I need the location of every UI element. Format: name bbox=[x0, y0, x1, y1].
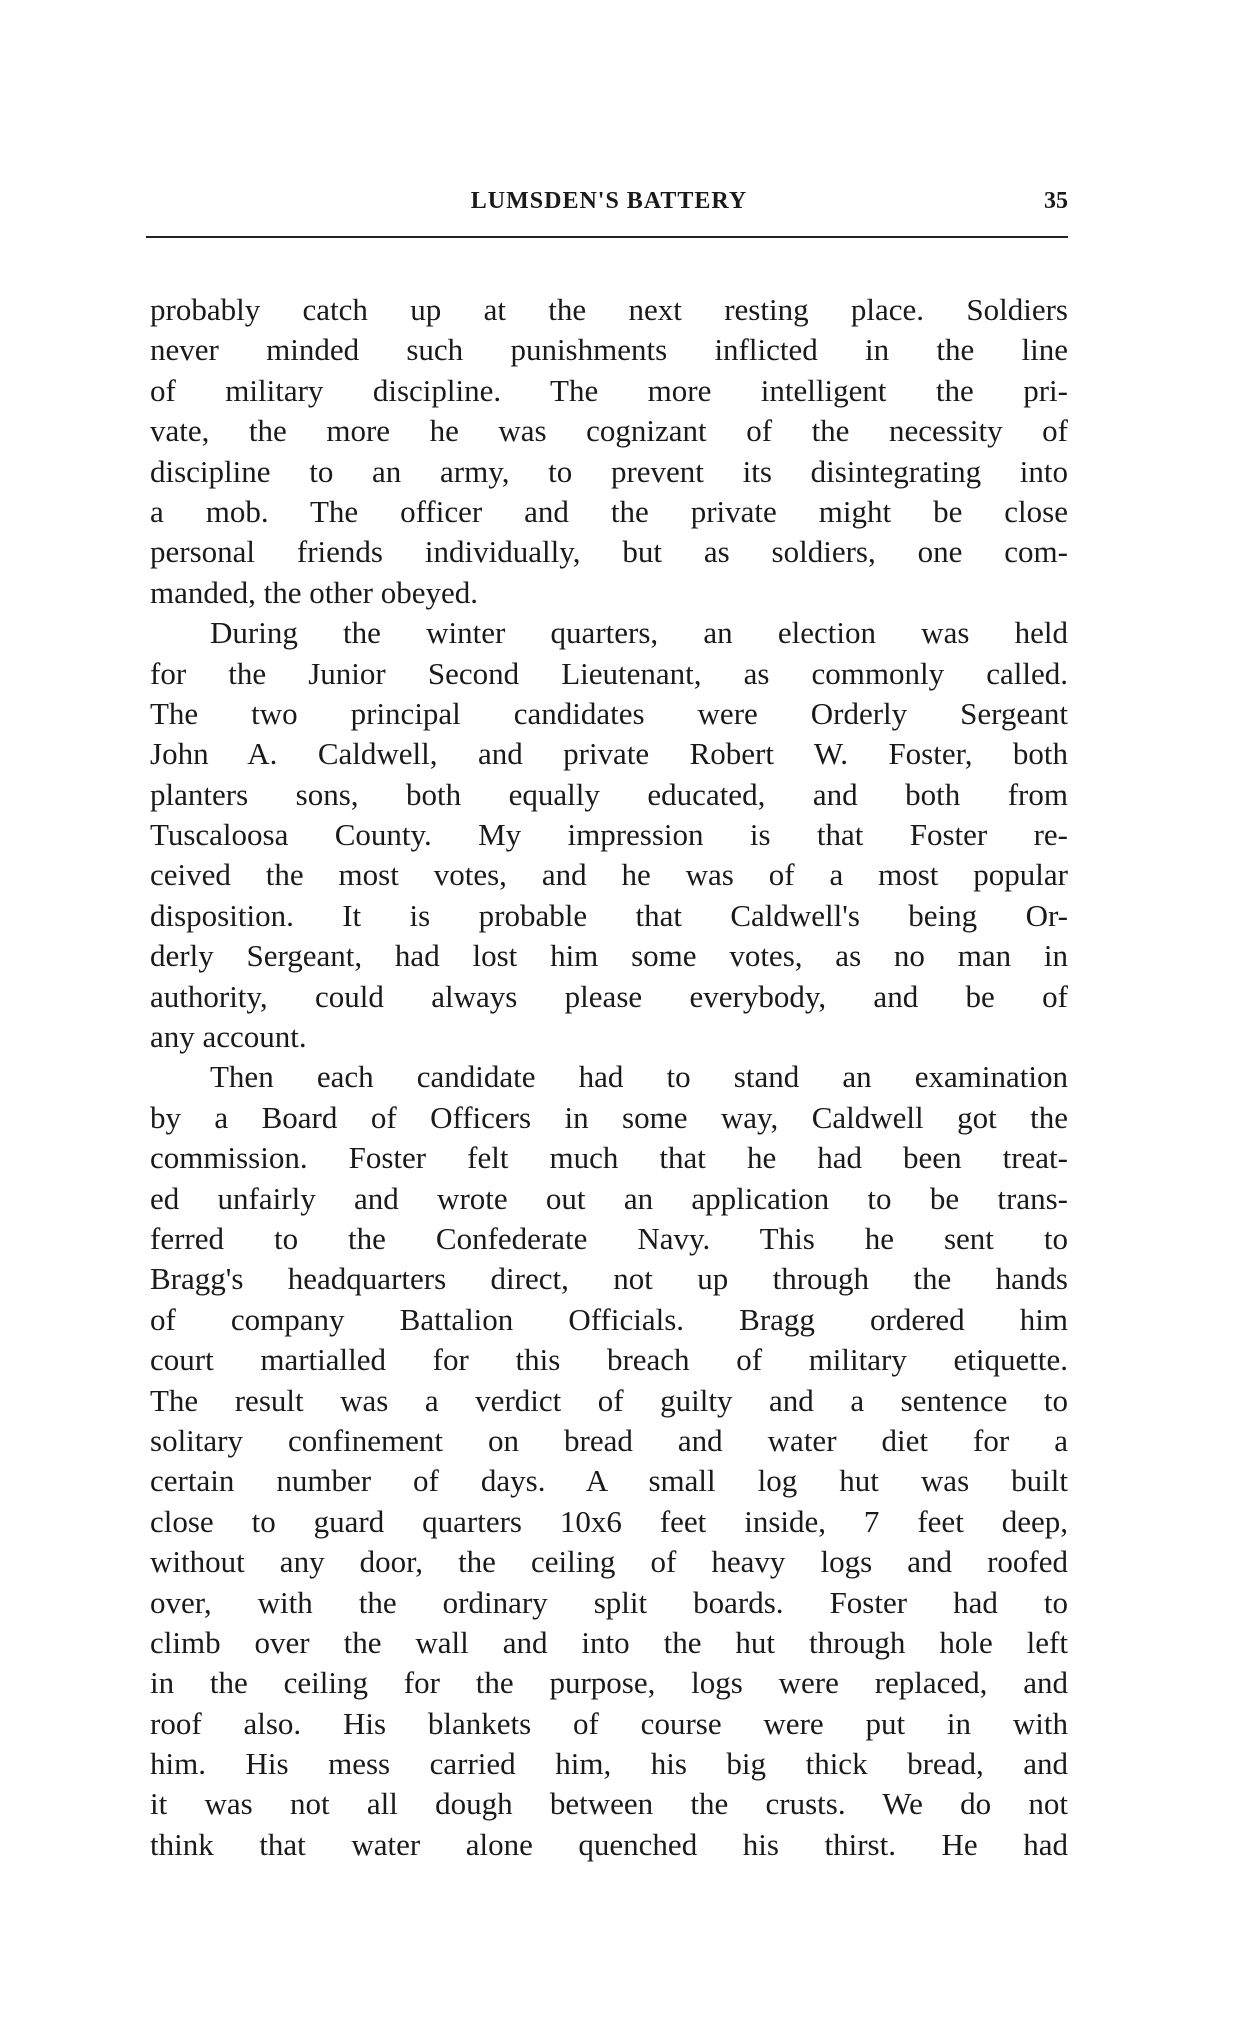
text-line: ceived the most votes, and he was of a most popular bbox=[150, 857, 1068, 893]
text-line: him. His mess carried him, his big thick bread, and bbox=[150, 1746, 1068, 1782]
text-line: court martialled for this breach of military etiquette. bbox=[150, 1342, 1068, 1378]
text-line: of company Battalion Officials. Bragg ordered him bbox=[150, 1301, 1068, 1337]
page-header bbox=[150, 188, 1068, 224]
text-line: over, with the ordinary split boards. Foster had to bbox=[150, 1584, 1068, 1620]
text-line: certain number of days. A small log hut was built bbox=[150, 1463, 1068, 1499]
text-line: any account. bbox=[150, 1019, 307, 1055]
text-line: vate, the more he was cognizant of the necessity of bbox=[150, 413, 1068, 449]
text-line: Tuscaloosa County. My impression is that Foster re- bbox=[150, 817, 1068, 853]
text-line: Then each candidate had to stand an examination bbox=[210, 1059, 1068, 1095]
text-line: probably catch up at the next resting place. Soldiers bbox=[150, 292, 1068, 327]
header-rule bbox=[146, 236, 1068, 238]
text-line: roof also. His blankets of course were put in with bbox=[150, 1705, 1068, 1741]
text-line: During the winter quarters, an election was held bbox=[210, 615, 1068, 651]
text-line: derly Sergeant, had lost him some votes, as no man in bbox=[150, 938, 1068, 974]
text-line: climb over the wall and into the hut through hole left bbox=[150, 1624, 1068, 1660]
text-line: John A. Caldwell, and private Robert W. Foster, both bbox=[150, 736, 1068, 772]
text-line: think that water alone quenched his thirst. He had bbox=[150, 1826, 1068, 1862]
text-line: disposition. It is probable that Caldwell's being Or- bbox=[150, 897, 1068, 933]
text-line: discipline to an army, to prevent its disintegrating into bbox=[150, 453, 1068, 489]
text-line: The two principal candidates were Orderly Sergeant bbox=[150, 695, 1068, 731]
text-line: in the ceiling for the purpose, logs were replaced, and bbox=[150, 1665, 1068, 1701]
text-line: for the Junior Second Lieutenant, as commonly called. bbox=[150, 655, 1068, 691]
text-line: planters sons, both equally educated, and both from bbox=[150, 776, 1068, 812]
text-line: manded, the other obeyed. bbox=[150, 574, 478, 610]
text-line: commission. Foster felt much that he had been treat- bbox=[150, 1140, 1068, 1176]
text-line: authority, could always please everybody, and be of bbox=[150, 978, 1068, 1014]
text-line: it was not all dough between the crusts. We do not bbox=[150, 1786, 1068, 1822]
text-line: of military discipline. The more intelligent the pri- bbox=[150, 372, 1068, 408]
text-line: close to guard quarters 10x6 feet inside, 7 feet deep, bbox=[150, 1503, 1068, 1539]
text-line: solitary confinement on bread and water diet for a bbox=[150, 1422, 1068, 1458]
text-line: The result was a verdict of guilty and a sentence to bbox=[150, 1382, 1068, 1418]
text-line: ferred to the Confederate Navy. This he sent to bbox=[150, 1220, 1068, 1256]
page-number: 35 bbox=[1044, 188, 1068, 214]
text-line: a mob. The officer and the private might be close bbox=[150, 493, 1068, 529]
text-line: Bragg's headquarters direct, not up through the hands bbox=[150, 1261, 1068, 1297]
text-line: personal friends individually, but as soldiers, one com- bbox=[150, 534, 1068, 570]
text-line: without any door, the ceiling of heavy logs and roofed bbox=[150, 1544, 1068, 1580]
body-text bbox=[150, 290, 1068, 1865]
text-line: never minded such punishments inflicted in the line bbox=[150, 332, 1068, 368]
text-line: ed unfairly and wrote out an application to be trans- bbox=[150, 1180, 1068, 1216]
running-title: LUMSDEN'S BATTERY bbox=[470, 188, 748, 214]
text-line: by a Board of Officers in some way, Caldwell got the bbox=[150, 1099, 1068, 1135]
